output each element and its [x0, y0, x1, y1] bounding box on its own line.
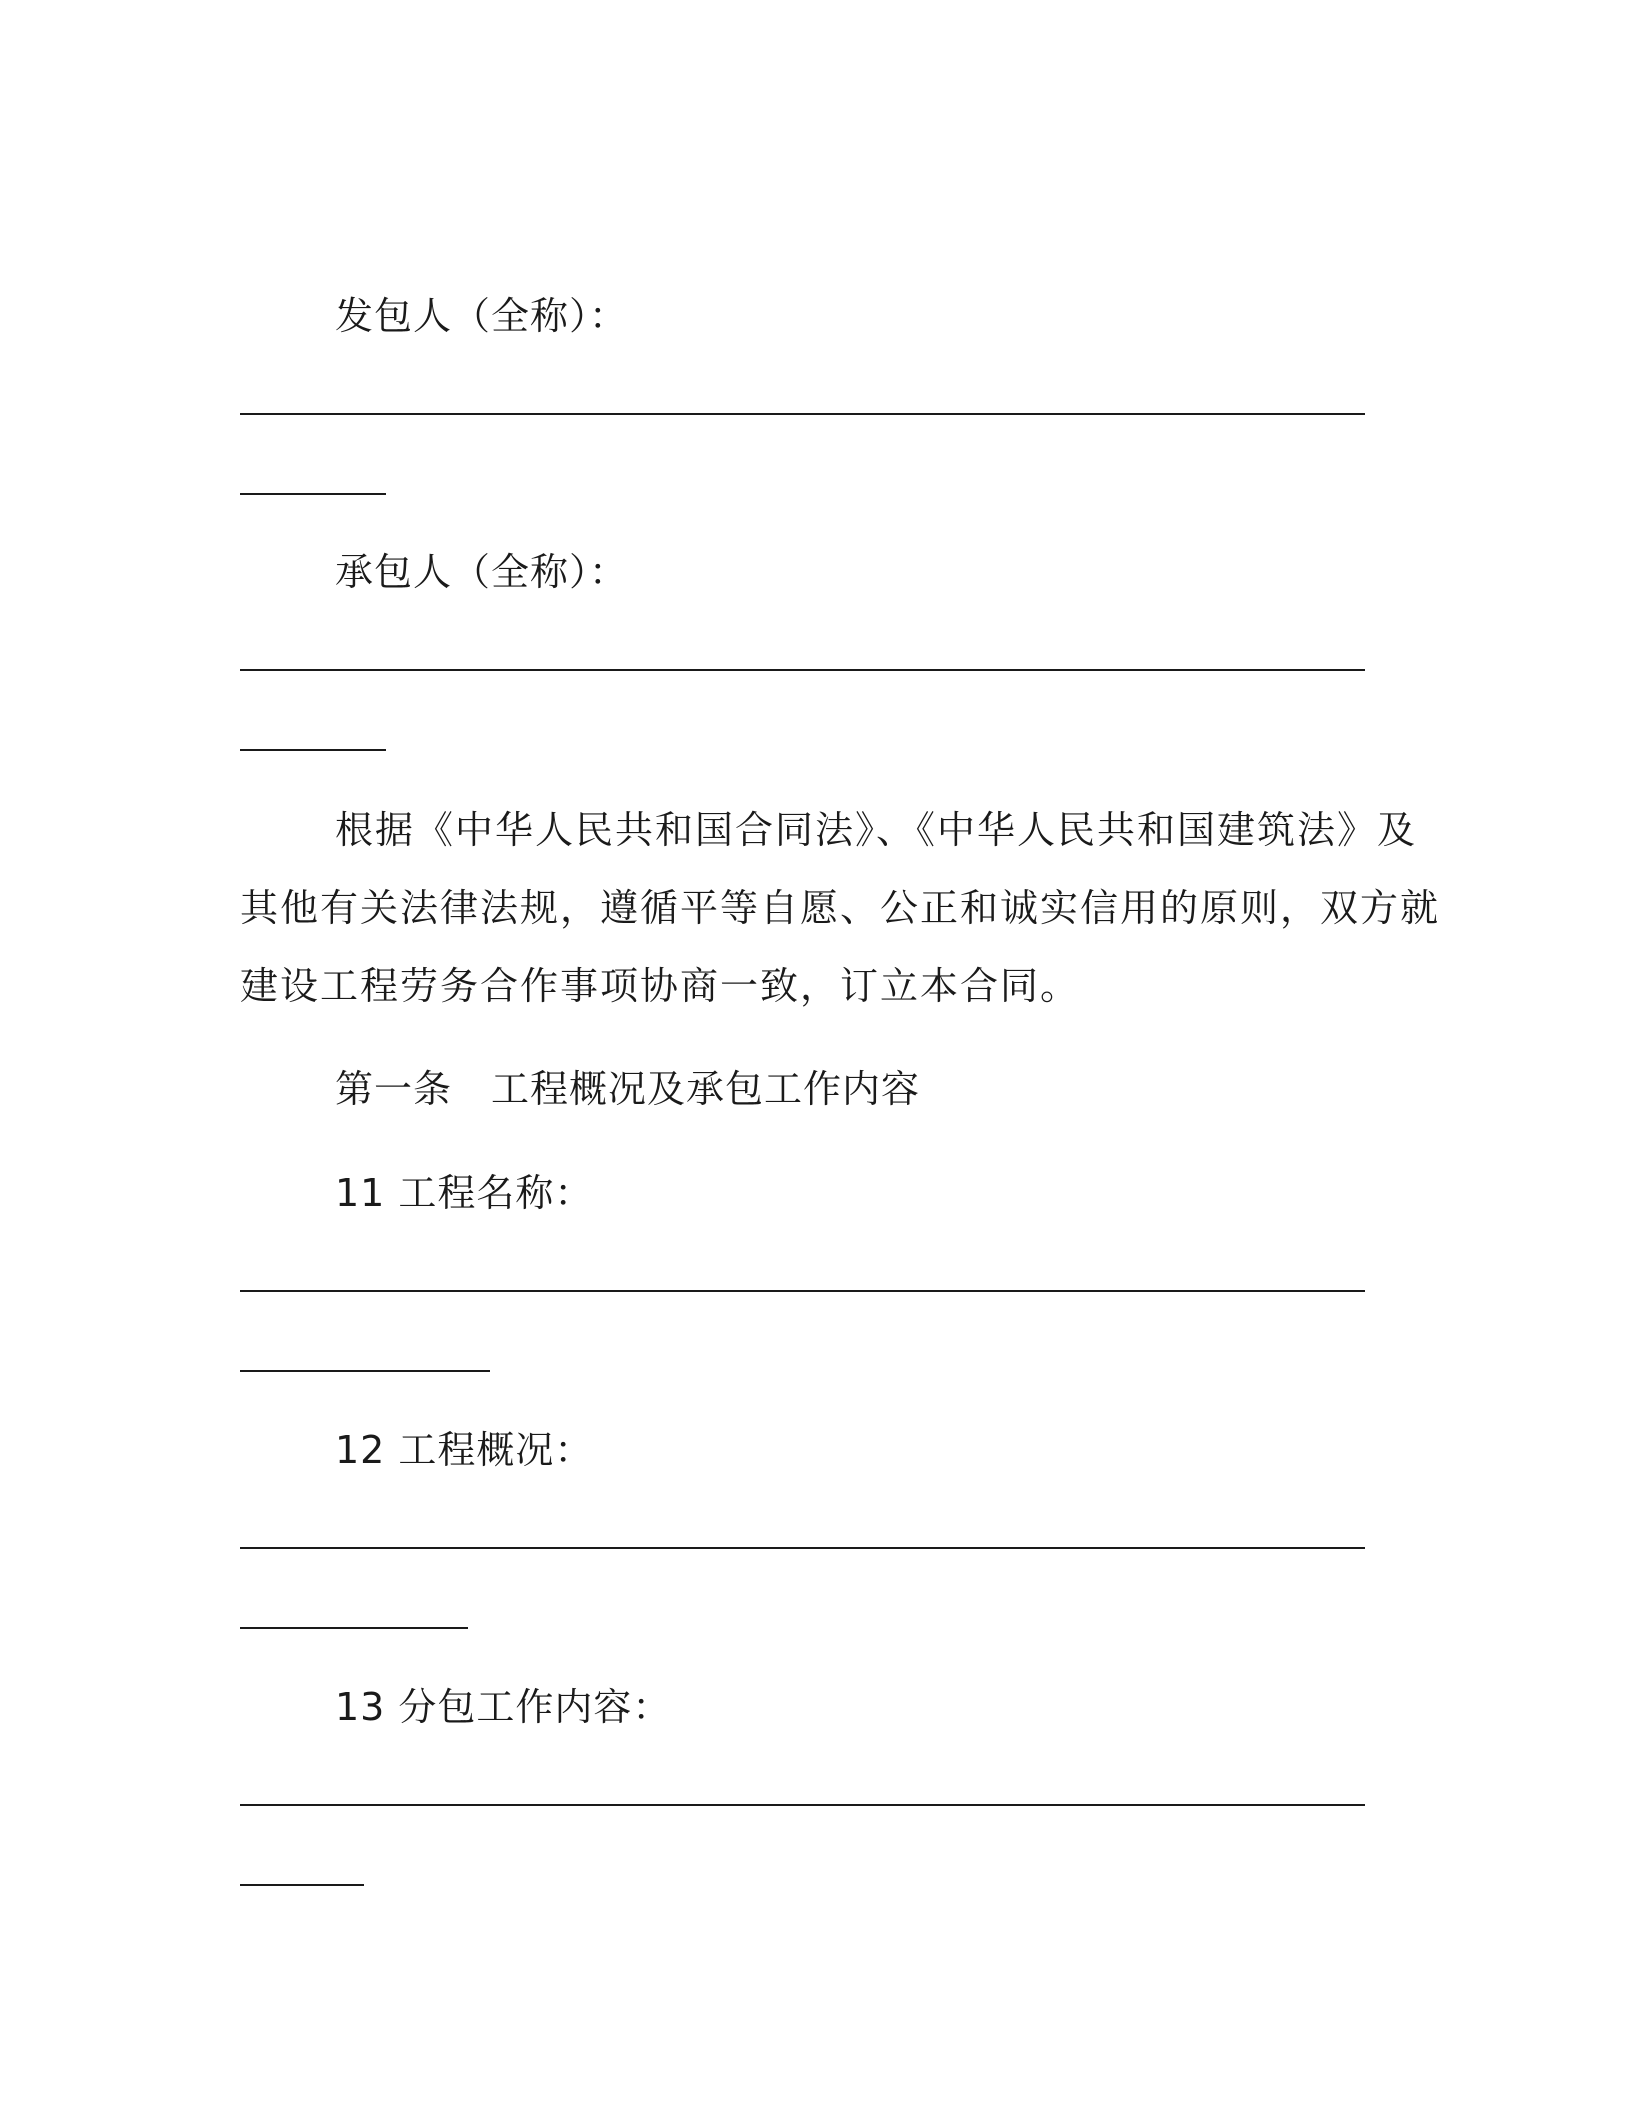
contractor-name-blank-line-1 — [240, 669, 1365, 671]
preamble-line-3: 建设工程劳务合作事项协商一致，订立本合同。 — [240, 964, 1081, 1008]
contractor-label: 承包人（全称）： — [335, 550, 629, 594]
contractor-name-blank-line-2 — [240, 749, 386, 751]
project-overview-blank-line-1 — [240, 1547, 1365, 1549]
project-overview-blank-line-2 — [240, 1627, 468, 1629]
item-1-3-subcontract-work-label: 13 分包工作内容： — [335, 1685, 672, 1729]
subcontract-work-blank-line-2 — [240, 1884, 364, 1886]
employer-name-blank-line-1 — [240, 413, 1365, 415]
project-name-blank-line-1 — [240, 1290, 1365, 1292]
project-name-blank-line-2 — [240, 1370, 490, 1372]
employer-label: 发包人（全称）： — [335, 294, 629, 338]
item-1-2-project-overview-label: 12 工程概况： — [335, 1428, 594, 1472]
article-1-title: 第一条 工程概况及承包工作内容 — [335, 1067, 921, 1111]
employer-name-blank-line-2 — [240, 493, 386, 495]
preamble-line-2: 其他有关法律法规，遵循平等自愿、公正和诚实信用的原则，双方就 — [240, 886, 1441, 930]
subcontract-work-blank-line-1 — [240, 1804, 1365, 1806]
item-1-1-project-name-label: 11 工程名称： — [335, 1171, 594, 1215]
preamble-line-1: 根据《中华人民共和国合同法》、《中华人民共和国建筑法》及 — [335, 808, 1418, 852]
